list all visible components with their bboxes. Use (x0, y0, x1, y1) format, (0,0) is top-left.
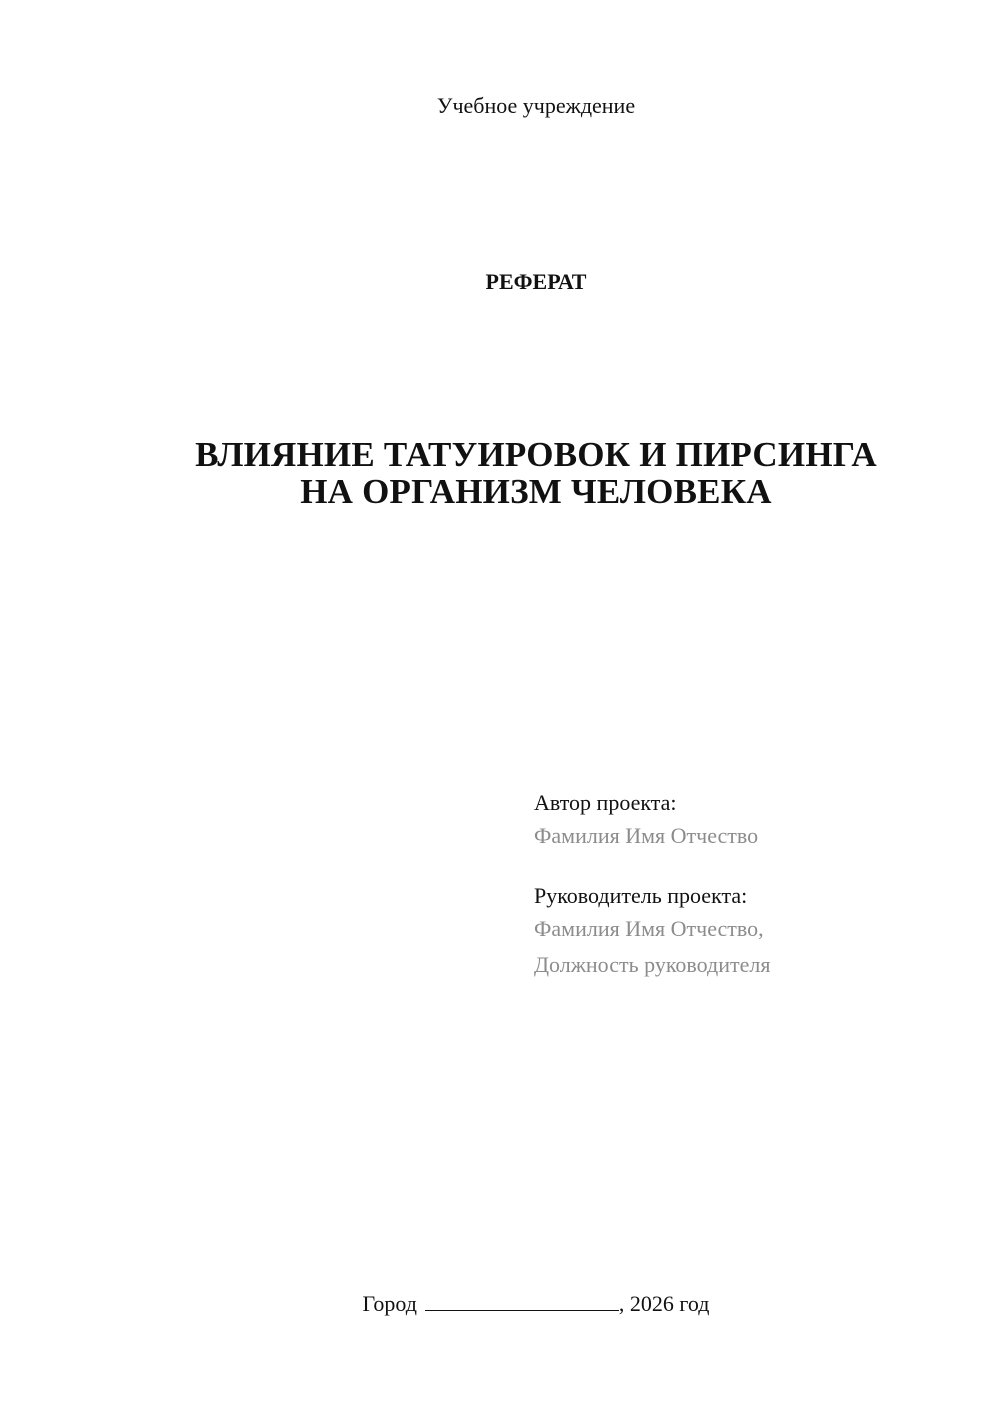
institution-name: Учебное учреждение (436, 93, 636, 118)
year-text: , 2026 год (618, 1291, 710, 1316)
document-title (0, 436, 1000, 510)
document-type: РЕФЕРАТ (485, 269, 587, 294)
supervisor-label: Руководитель проекта: (534, 883, 748, 908)
city-label: Город (362, 1291, 417, 1316)
city-year-line (0, 1290, 1000, 1318)
author-label: Автор проекта: (534, 790, 677, 815)
title-line-1: ВЛИЯНИЕ ТАТУИРОВОК И ПИРСИНГА (195, 435, 877, 474)
city-blank-line (425, 1290, 619, 1311)
author-name: Фамилия Имя Отчество (534, 823, 759, 848)
title-line-2: НА ОРГАНИЗМ ЧЕЛОВЕКА (300, 472, 772, 511)
supervisor-position: Должность руководителя (534, 952, 771, 977)
supervisor-name: Фамилия Имя Отчество, (534, 916, 764, 941)
credits-block (534, 788, 974, 983)
